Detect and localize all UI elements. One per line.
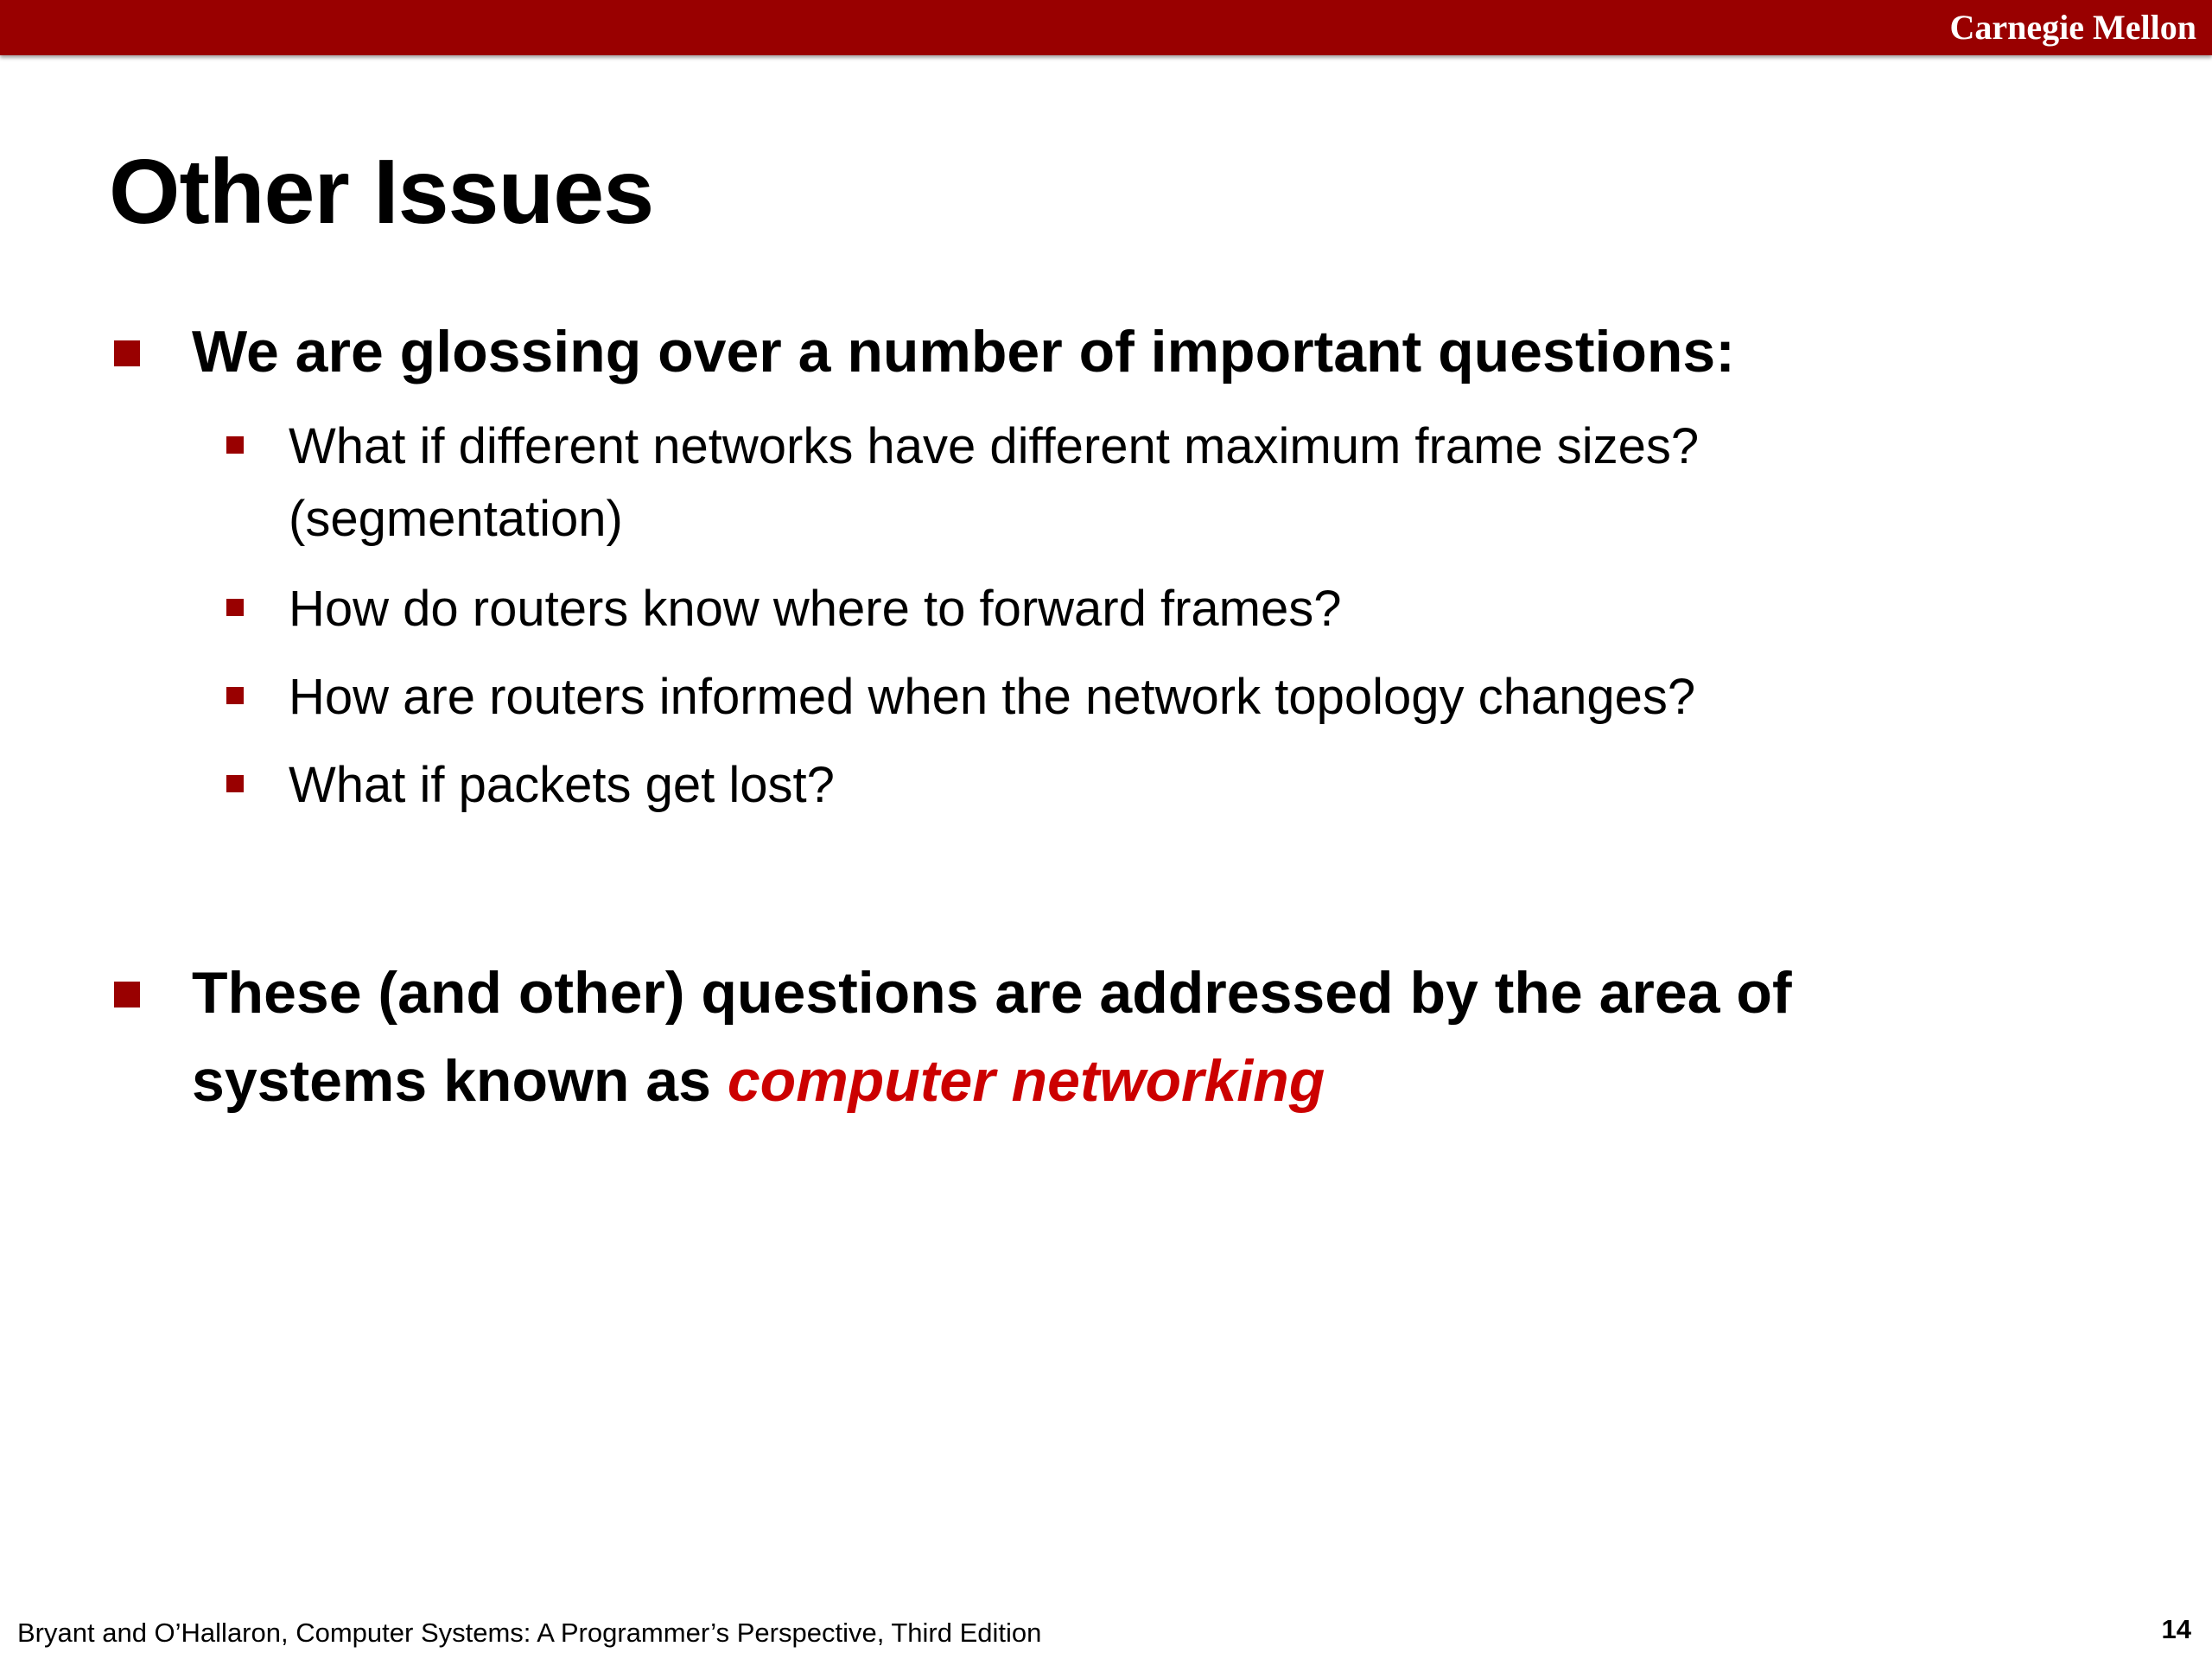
sub-bullet-text: How are routers informed when the network topology changes?: [289, 669, 1696, 725]
bullet-text-prefix: systems known as: [192, 1048, 728, 1114]
square-bullet-icon: [114, 340, 140, 366]
square-bullet-icon: [226, 599, 244, 616]
square-bullet-icon: [226, 775, 244, 792]
sub-bullet-text: What if different networks have different maximum frame sizes?: [289, 418, 1700, 474]
emphasis-term: computer networking: [727, 1048, 1325, 1114]
bullet-text: We are glossing over a number of important questions:: [192, 319, 1735, 385]
square-bullet-icon: [226, 687, 244, 704]
footer-citation: Bryant and O’Hallaron, Computer Systems: A Programmer’s Perspective, Third Edition: [17, 1618, 1042, 1648]
square-bullet-icon: [226, 436, 244, 454]
bullet-text: These (and other) questions are addressed by the area of: [192, 960, 1792, 1026]
header-bar: [0, 0, 2212, 55]
brand-logo-text: Carnegie Mellon: [1949, 8, 2196, 47]
square-bullet-icon: [114, 982, 140, 1007]
sub-bullet-text: What if packets get lost?: [289, 757, 835, 813]
page-number: 14: [2161, 1614, 2191, 1644]
slide-title: Other Issues: [109, 141, 654, 243]
bullet-text-continued: [192, 1037, 1325, 1125]
sub-bullet-text-continued: (segmentation): [289, 491, 623, 547]
sub-bullet-text: How do routers know where to forward frames?: [289, 581, 1342, 637]
